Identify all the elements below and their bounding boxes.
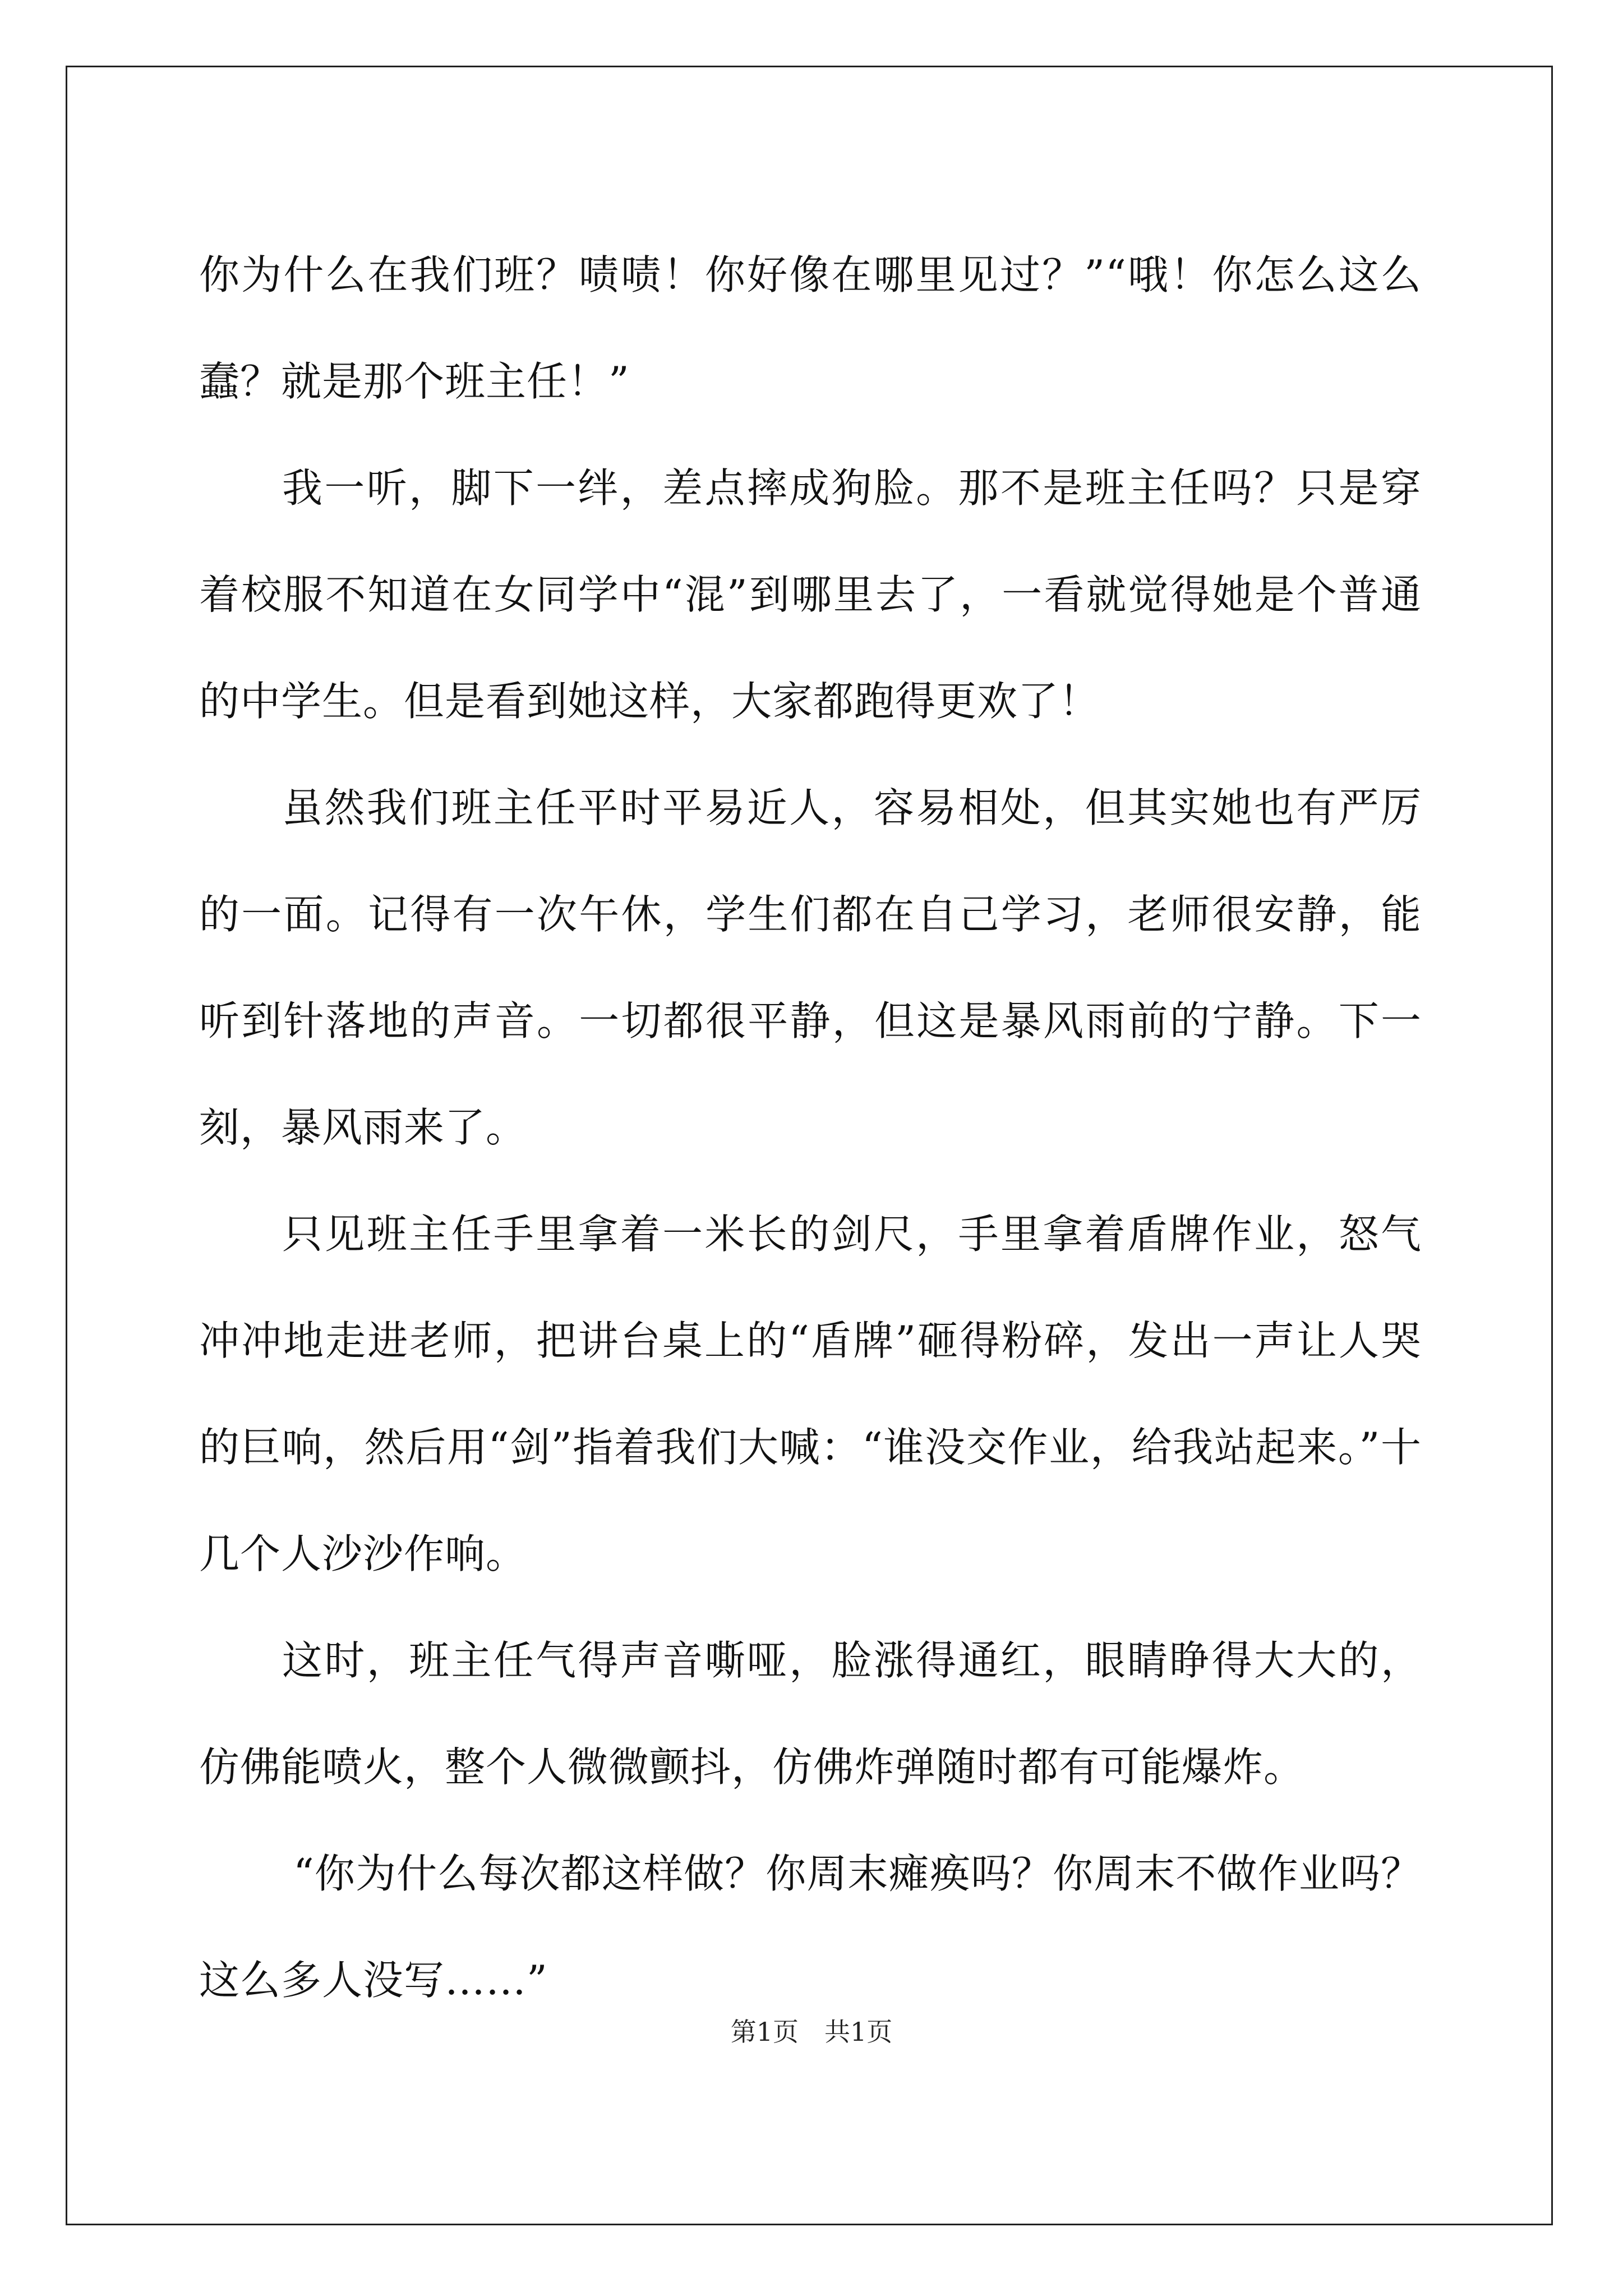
paragraph-2: 我一听，脚下一绊，差点摔成狗脸。那不是班主任吗？只是穿着校服不知道在女同学中“混”到哪里去了，一看就觉得她是个普通的中学生。但是看到她这样，大家都跑得更欢了！ bbox=[199, 464, 1422, 725]
paragraph-1: 你为什么在我们班？啧啧！你好像在哪里见过？”“哦！你怎么这么蠢？就是那个班主任！” bbox=[199, 251, 1422, 405]
paragraph-6: “你为什么每次都这样做？你周末瘫痪吗？你周末不做作业吗？这么多人没写……” bbox=[199, 1850, 1422, 2004]
paragraph-4: 只见班主任手里拿着一米长的剑尺，手里拿着盾牌作业，怒气冲冲地走进老师，把讲台桌上的“盾牌”砸得粉碎，发出一声让人哭的巨响，然后用“剑”指着我们大喊：“谁没交作业，给我站起来。”十几个人沙沙作响。 bbox=[199, 1211, 1422, 1577]
paragraph-3: 虽然我们班主任平时平易近人，容易相处，但其实她也有严厉的一面。记得有一次午休，学生们都在自己学习，老师很安静，能听到针落地的声音。一切都很平静，但这是暴风雨前的宁静。下一刻，暴风雨来了。 bbox=[199, 784, 1422, 1151]
paragraph-5: 这时，班主任气得声音嘶哑，脸涨得通红，眼睛睁得大大的，仿佛能喷火，整个人微微颤抖，仿佛炸弹随时都有可能爆炸。 bbox=[199, 1637, 1422, 1791]
document-body bbox=[199, 222, 1422, 2033]
page-footer: 第1页 共1页 bbox=[730, 2017, 893, 2047]
